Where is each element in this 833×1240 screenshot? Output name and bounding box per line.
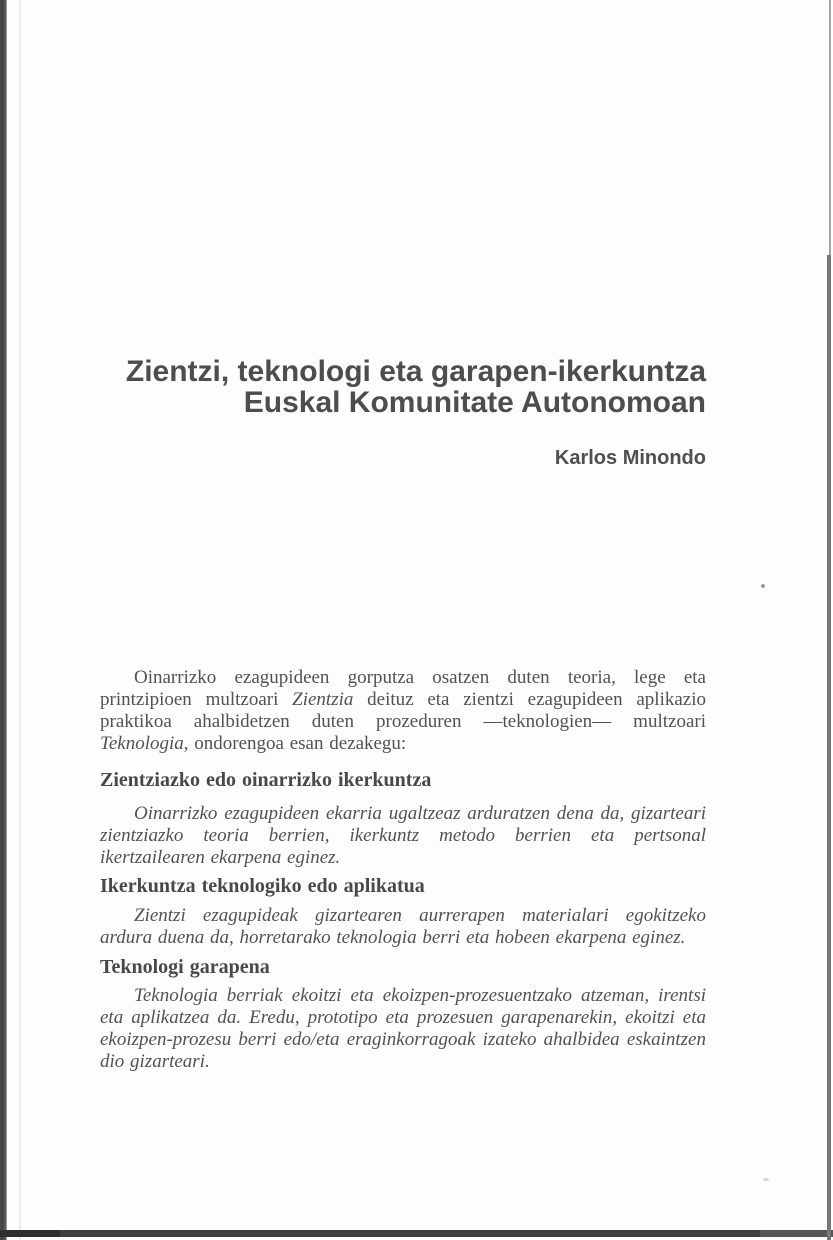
scan-edge-right-upper xyxy=(829,0,831,260)
scan-edge-left xyxy=(0,0,7,1240)
intro-text-3: , ondorengoa esan dezakegu: xyxy=(183,733,407,754)
intro-italic-term-teknologia: Teknologia xyxy=(100,733,184,754)
scan-speck xyxy=(761,584,765,588)
section-heading-tech-development: Teknologi garapena xyxy=(100,956,270,978)
section-paragraph-tech-development: Teknologia berriak ekoitzi eta ekoizpen-prozesuentzako atzeman, irentsi eta aplikatzea da. Eredu, prototipo eta prozesuen garapenarekin, ekoitzi eta ekoizpen-prozesu berri edo/eta eraginkorragoak izateko ahalbidea eskaintzen dio gizarteari. xyxy=(100,985,706,1072)
page-title xyxy=(100,356,706,418)
intro-paragraph xyxy=(100,667,706,755)
scan-speck xyxy=(763,1178,769,1181)
section-heading-applied-research: Ikerkuntza teknologiko edo aplikatua xyxy=(100,875,425,897)
page-title-line-1: Zientzi, teknologi eta garapen-ikerkuntza xyxy=(125,355,706,388)
scan-edge-right-lower xyxy=(827,255,831,1240)
section-paragraph-applied-research: Zientzi ezagupideak gizartearen aurrerapen materialari egokitzeko ardura duena da, horretarako teknologia berri eta hobeen ekarpena eginez. xyxy=(100,905,706,948)
scan-edge-bottom xyxy=(0,1230,833,1237)
intro-text-2: deituz eta zientzi ezagupideen aplikazio praktikoa ahalbidetzen duten prozeduren —teknologien— multzoari xyxy=(100,689,706,732)
section-paragraph-basic-research: Oinarrizko ezagupideen ekarria ugaltzeaz arduratzen dena da, gizarteari zientziazko teoria berrien, ikerkuntz metodo berrien eta pertsonal ikertzailearen ekarpena eginez. xyxy=(100,803,706,868)
body-text xyxy=(100,667,706,1073)
author-name: Karlos Minondo xyxy=(554,447,706,469)
scan-crease-line xyxy=(19,0,21,1240)
section-heading-basic-research: Zientziazko edo oinarrizko ikerkuntza xyxy=(100,769,432,791)
intro-text-1: Oinarrizko ezagupideen gorputza osatzen duten teoria, lege eta printzipioen multzoari xyxy=(100,667,706,710)
page-title-line-2: Euskal Komunitate Autonomoan xyxy=(243,386,706,419)
intro-italic-term-zientzia: Zientzia xyxy=(292,689,354,710)
